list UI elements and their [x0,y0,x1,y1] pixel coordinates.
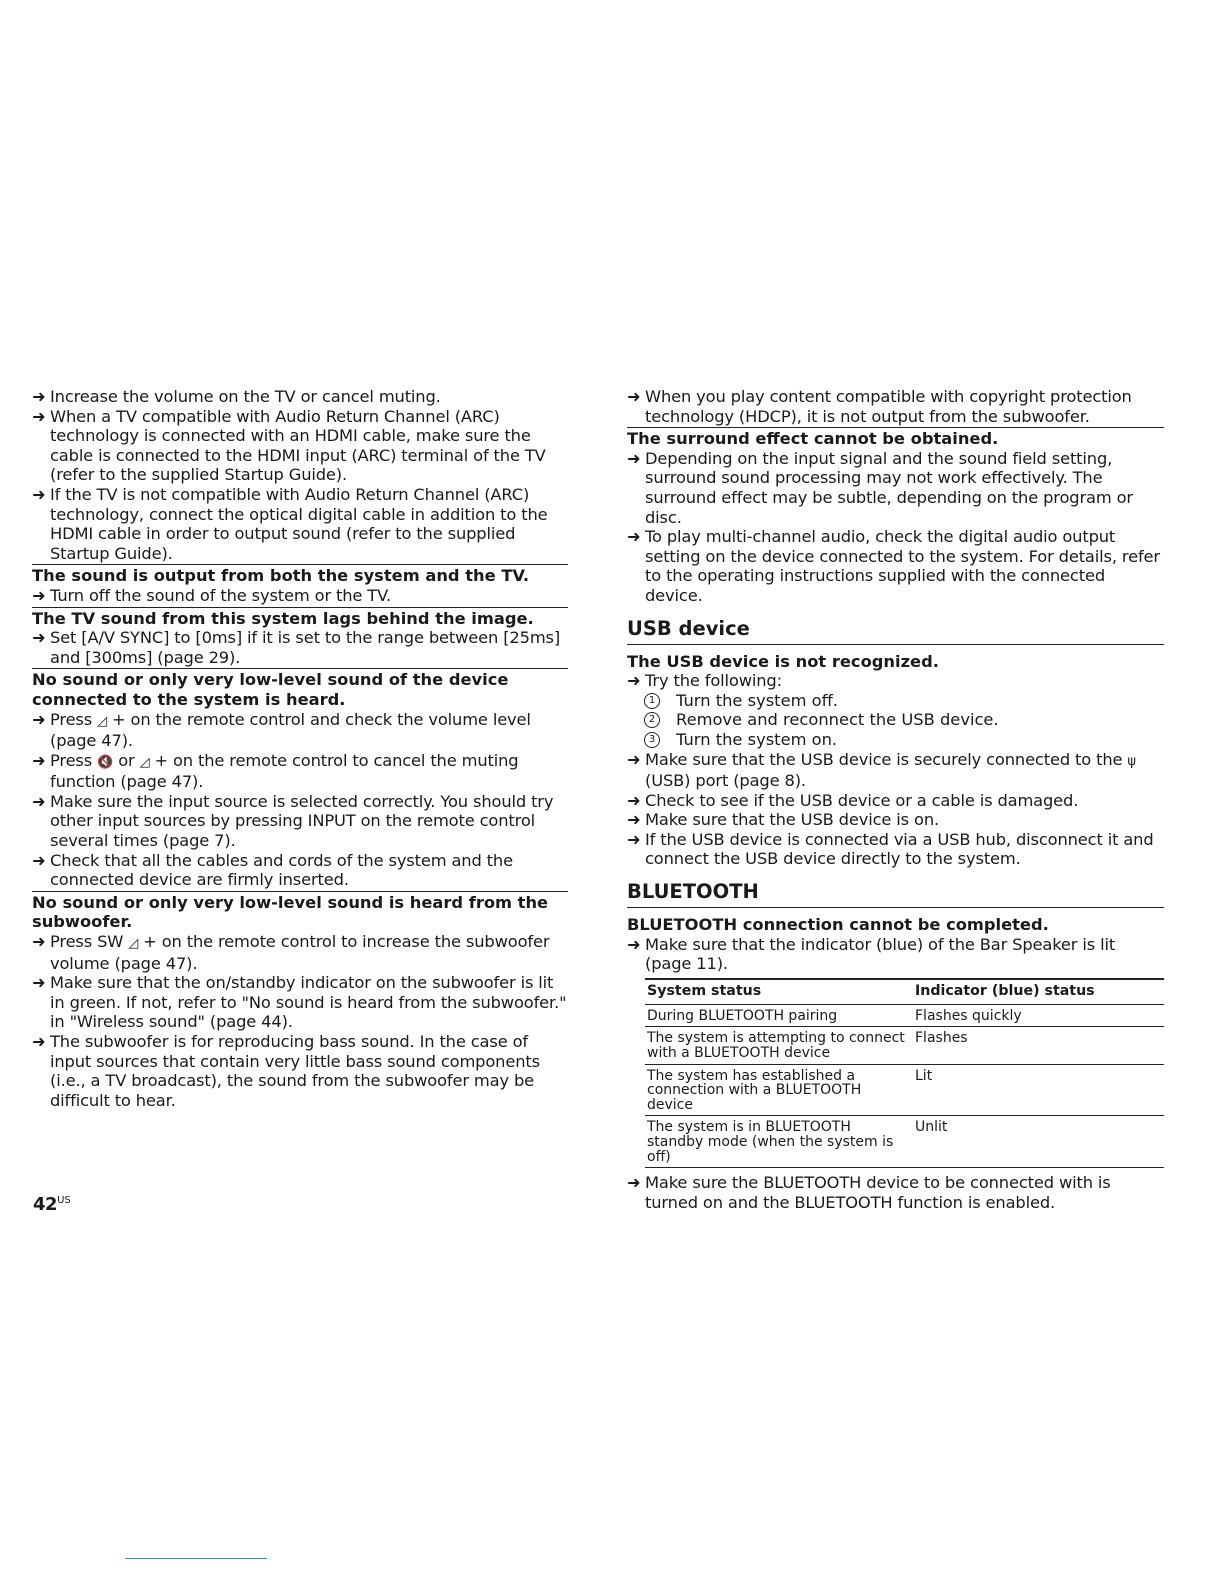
arrow-icon: ➜ [32,791,46,811]
table-row [645,1116,1164,1168]
arrow-icon: ➜ [627,671,641,691]
mute-icon: 🔇 [97,754,114,770]
arrow-icon: ➜ [627,448,641,468]
section-title-usb: USB device [627,617,1164,645]
bullet-item: ➜ Press SW ◿ + on the remote control to increase the subwoofer volume (page 47). [32,932,550,973]
bullet-item: ➜ Press 🔇 or ◿ + on the remote control to cancel the muting function (page 47). [32,750,519,792]
bullet-item: ➜ Check that all the cables and cords of the system and the connected device are firmly inserted. [32,850,513,890]
step-number: 3 [644,732,660,748]
bullet-item: ➜ Make sure the input source is selected correctly. You should try other input sources by pressing INPUT on the remote control several times (page 7). [32,791,554,851]
table-row [645,1004,1164,1027]
table-cell: Flashes quickly [913,1004,1164,1027]
step-item: 2 Remove and reconnect the USB device. [627,710,1164,730]
problem-heading: The TV sound from this system lags behind the image. [32,607,568,629]
bullet-item: ➜ Make sure that the USB device is securely connected to the ψ (USB) port (page 8). [627,749,1136,791]
arrow-icon: ➜ [32,406,46,426]
arrow-icon: ➜ [32,484,46,504]
arrow-icon: ➜ [32,750,46,770]
bullet-item: ➜ Press ◿ + on the remote control and check the volume level (page 47). [32,709,531,751]
bullet-item: ➜ When a TV compatible with Audio Return Channel (ARC) technology is connected with an HDMI cable, make sure the cable is connected to the HDMI input (ARC) terminal of the TV (refer to the supplied Startup Guide). [32,406,546,485]
table-cell: Unlit [913,1116,1164,1168]
step-item: 1 Turn the system off. [627,691,1164,711]
arrow-icon: ➜ [32,932,46,952]
problem-heading: No sound or only very low-level sound of the device connected to the system is heard. [32,668,568,709]
indicator-status-table [645,978,1164,1168]
bullet-item: ➜ Set [A/V SYNC] to [0ms] if it is set to the range between [25ms] and [300ms] (page 29). [32,628,561,667]
problem-heading: No sound or only very low-level sound is heard from the subwoofer. [32,891,568,932]
arrow-icon: ➜ [627,934,641,954]
usb-icon: ψ [1127,753,1136,769]
table-header-row [645,979,1164,1005]
problem-heading: The surround effect cannot be obtained. [627,427,1164,449]
problem-heading: The USB device is not recognized. [627,651,939,671]
arrow-icon: ➜ [627,1173,641,1193]
arrow-icon: ➜ [32,628,46,648]
arrow-icon: ➜ [32,387,46,406]
arrow-icon: ➜ [32,973,46,993]
arrow-icon: ➜ [32,709,46,729]
bullet-item: ➜ Make sure the BLUETOOTH device to be connected with is turned on and the BLUETOOTH function is enabled. [627,1173,1111,1212]
page-suffix: US [57,1195,71,1206]
table-header: Indicator (blue) status [913,979,1164,1005]
bullet-item: ➜ The subwoofer is for reproducing bass sound. In the case of input sources that contain very little bass sound components (i.e., a TV broadcast), the sound from the subwoofer may be difficult to hear. [32,1032,540,1110]
left-column [32,387,568,1110]
table-cell: The system is in BLUETOOTH standby mode (when the system is off) [645,1116,913,1168]
volume-icon: ◿ [97,713,107,729]
bullet-item: ➜ When you play content compatible with copyright protection technology (HDCP), it is not output from the subwoofer. [627,387,1132,426]
arrow-icon: ➜ [627,829,641,849]
step-number: 2 [644,712,660,728]
table-row [645,1027,1164,1064]
step-item: 3 Turn the system on. [627,730,1164,750]
right-column [627,387,1164,1212]
table-cell: The system has established a connection with a BLUETOOTH device [645,1064,913,1116]
bullet-item: ➜ If the USB device is connected via a USB hub, disconnect it and connect the USB device directly to the system. [627,829,1154,869]
step-number: 1 [644,693,660,709]
table-cell: During BLUETOOTH pairing [645,1004,913,1027]
arrow-icon: ➜ [627,810,641,830]
bullet-item: ➜ Depending on the input signal and the sound field setting, surround sound processing may not work effectively. The surround effect may be subtle, depending on the program or disc. [627,448,1133,527]
page-number: $42^{US}$ [33,1194,71,1215]
bullet-item: ➜ Increase the volume on the TV or cancel muting. [32,387,441,406]
bullet-item: ➜ If the TV is not compatible with Audio Return Channel (ARC) technology, connect the optical digital cable in addition to the HDMI cable in order to output sound (refer to the supplied Startup Guide). [32,484,548,563]
table-cell: Flashes [913,1027,1164,1064]
arrow-icon: ➜ [627,387,641,406]
table-cell: Lit [913,1064,1164,1116]
bullet-item: ➜ Make sure that the on/standby indicator on the subwoofer is lit in green. If not, refer to "No sound is heard from the subwoofer." in "Wireless sound" (page 44). [32,973,567,1032]
arrow-icon: ➜ [32,585,46,605]
bullet-item: ➜ Turn off the sound of the system or the TV. [32,585,392,605]
arrow-icon: ➜ [627,790,641,810]
table-cell: The system is attempting to connect with a BLUETOOTH device [645,1027,913,1064]
arrow-icon: ➜ [627,527,641,547]
bullet-item: ➜ Try the following: [627,671,782,691]
bullet-item: ➜ Make sure that the USB device is on. [627,810,940,830]
divider-line [125,1558,267,1559]
bullet-item: ➜ To play multi-channel audio, check the digital audio output setting on the device connected to the system. For details, refer to the operating instructions supplied with the connected device. [627,527,1160,605]
problem-heading: BLUETOOTH connection cannot be completed. [627,915,1049,935]
section-title-bluetooth: BLUETOOTH [627,880,1164,908]
problem-heading: The sound is output from both the system and the TV. [32,564,568,586]
volume-icon: ◿ [128,936,139,952]
arrow-icon: ➜ [32,850,46,870]
volume-icon: ◿ [139,754,150,770]
arrow-icon: ➜ [32,1032,46,1051]
table-header: System status [645,979,913,1005]
table-row [645,1064,1164,1116]
arrow-icon: ➜ [627,749,641,769]
bullet-item: ➜ Check to see if the USB device or a cable is damaged. [627,790,1079,810]
bullet-item: ➜ Make sure that the indicator (blue) of the Bar Speaker is lit (page 11). [627,934,1116,974]
